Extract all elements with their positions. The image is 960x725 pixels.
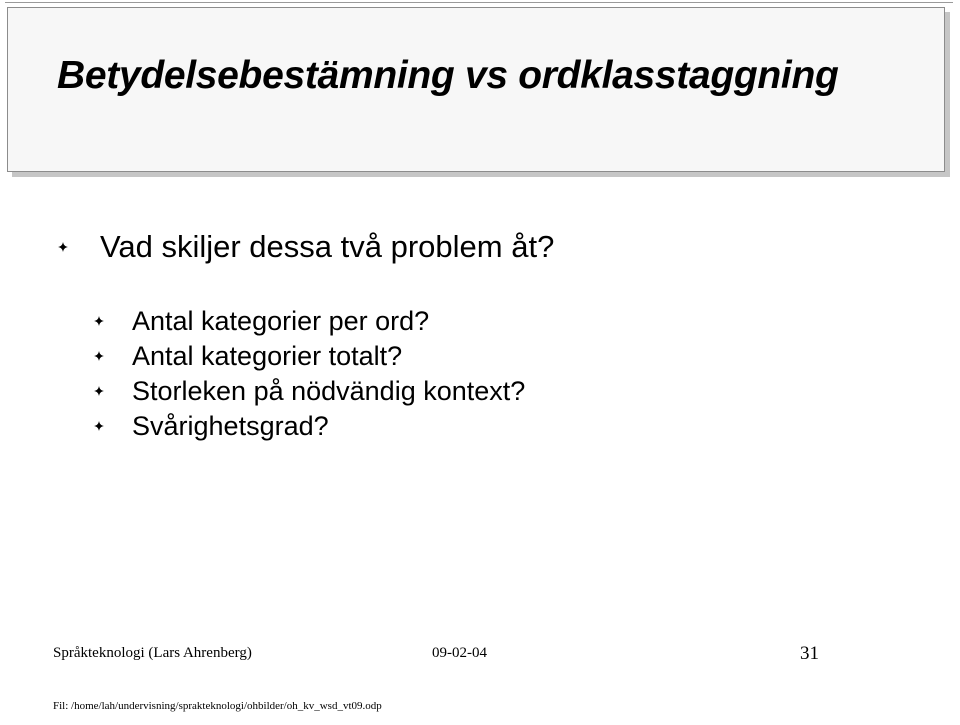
main-bullet-text: Vad skiljer dessa två problem åt? [100,229,555,264]
file-path: Fil: /home/lah/undervisning/sprakteknologi/ohbilder/oh_kv_wsd_vt09.odp [53,700,382,712]
sub-bullet-text: Antal kategorier per ord? [132,306,430,336]
sub-bullet [94,304,429,338]
sub-bullet-text: Storleken på nödvändig kontext? [132,376,526,406]
diamond-bullet-icon [94,316,104,326]
sub-bullet [94,339,402,373]
sub-bullet [94,374,525,408]
sub-bullet-text: Antal kategorier totalt? [132,341,403,371]
slide-border [5,2,953,3]
diamond-bullet-icon [94,351,104,361]
footer-date: 09-02-04 [432,645,487,661]
diamond-bullet-icon [94,386,104,396]
diamond-bullet-icon [94,421,104,431]
main-bullet [58,227,554,267]
sub-bullet-text: Svårighetsgrad? [132,411,329,441]
slide-title: Betydelsebestämning vs ordklasstaggning [57,54,839,97]
page-number: 31 [800,643,819,664]
diamond-bullet-icon [58,242,68,252]
footer-course: Språkteknologi (Lars Ahrenberg) [53,645,252,661]
sub-bullet [94,409,329,443]
